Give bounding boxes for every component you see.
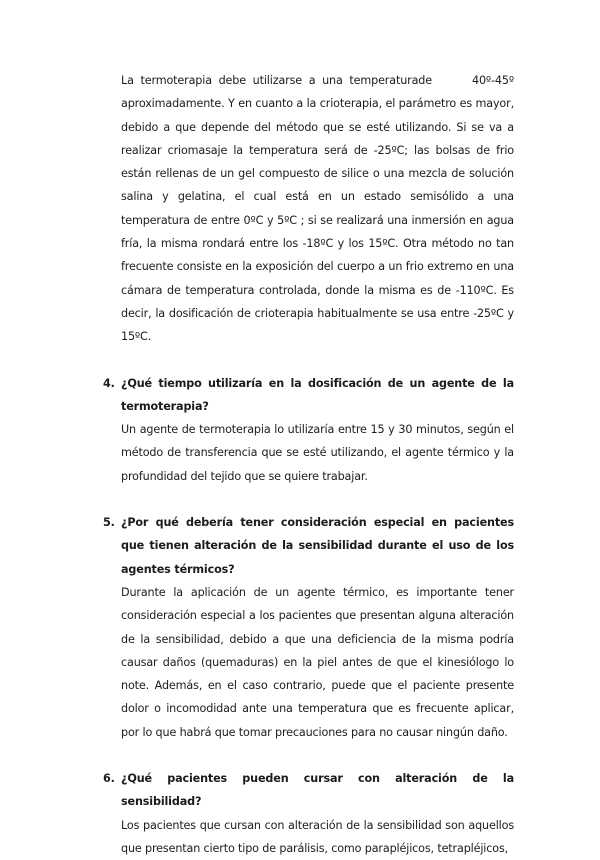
question-6-section [103,767,514,860]
question-4-section [103,372,514,488]
answer-4: Un agente de termoterapia lo utilizaría entre 15 y 30 minutos, según el método de transferencia que se esté utilizando, el agente térmico y la profundidad del tejido que se quiere trabajar. [121,423,514,483]
question-6-text: ¿Qué pacientes pueden cursar con alteración de la sensibilidad? [121,772,514,809]
intro-text-start: La termoterapia debe utilizarse a una temperaturade [121,74,432,87]
intro-paragraph [121,69,514,349]
question-6-heading [103,767,514,814]
question-5-text: ¿Por qué debería tener consideración especial en pacientes que tienen alteración de la sensibilidad durante el uso de los agentes térmicos? [121,516,514,576]
answer-6: Los pacientes que cursan con alteración de la sensibilidad son aquellos que presentan cierto tipo de parálisis, como parapléjicos, tetrapléjicos, [121,818,514,855]
answer-5: Durante la aplicación de un agente térmico, es importante tener consideración especial a los pacientes que presentan alguna alteración de la sensibilidad, debido a que una deficiencia de la misma podría causar daños (quemaduras) en la piel antes de que el kinesiólogo lo note. Además, en el caso contrario, puede que el paciente presente dolor o incomodidad ante una temperatura que es frecuente aplicar, por lo que habrá que tomar precauciones para no causar ningún daño. [121,585,514,739]
intro-text-rest: aproximadamente. Y en cuanto a la crioterapia, el parámetro es mayor, debido a que depende del método que se esté utilizando. Si se va a realizar criomasaje la temperatura será de -25ºC; las bolsas de frio están rellenas de un gel compuesto de silice o una mezcla de solución salina y gelatina, el cual está en un estado semisólido a una temperatura de entre 0ºC y 5ºC ; si se realizará una inmersión en agua fría, la misma rondará entre los -18ºC y los 15ºC. Otra método no tan frecuente consiste en la exposición del cuerpo a un frio extremo en una cámara de temperatura controlada, donde la misma es de -110ºC. Es decir, la dosificación de crioterapia habitualmente se usa entre -25ºC y 15ºC. [121,97,514,344]
temperature-range: 40º-45º [471,74,514,87]
question-4-number: 4. [103,376,115,390]
question-5-number: 5. [103,516,115,530]
question-5-heading [103,511,514,581]
question-4-text: ¿Qué tiempo utilizaría en la dosificación de un agente de la termoterapia? [121,376,514,413]
question-5-section [103,511,514,744]
question-6-number: 6. [103,772,115,786]
question-4-heading [103,372,514,419]
